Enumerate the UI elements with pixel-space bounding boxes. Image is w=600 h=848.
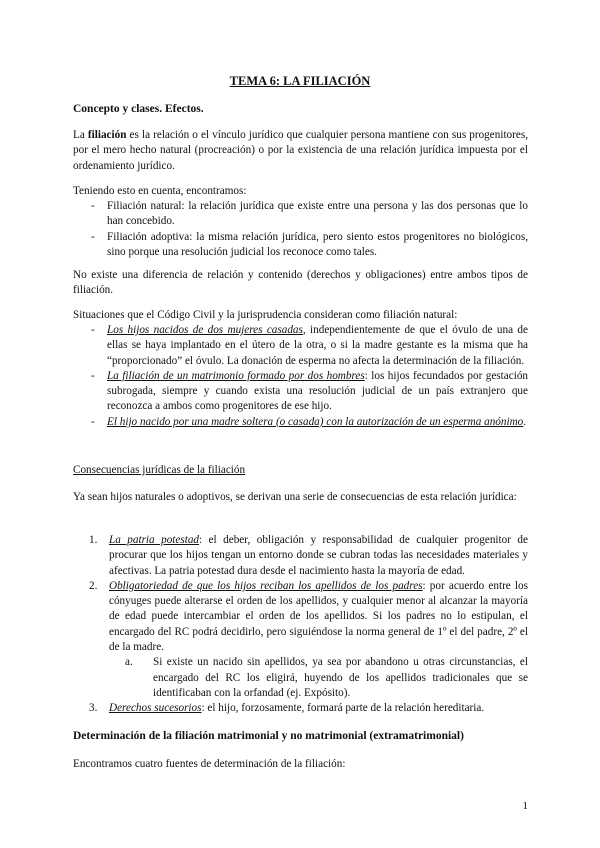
paragraph-situations-intro: Situaciones que el Código Civil y la jurisprudencia consideran como filiación natural: — [73, 309, 458, 321]
paragraph-sources-intro: Encontramos cuatro fuentes de determinación de la filiación: — [73, 758, 346, 770]
paragraph-definition — [73, 128, 528, 174]
paragraph-consequences-intro: Ya sean hijos naturales o adoptivos, se derivan una serie de consecuencias de esta relación jurídica: — [73, 491, 517, 503]
list-item — [73, 701, 528, 716]
item-text: : por acuerdo entre los cónyuges puede alterarse el orden de los apellidos, y cualquier menor al alcanzar la mayoría de edad puede intercambiar el orden de los apellidos. Si los padres no lo estipulan, el encargado del RC podrá decidirlo, pero siguiéndose la norma general de 1º el del padre, 2º el de la madre. — [109, 579, 528, 654]
situation-title: La filiación de un matrimonio formado por dos hombres — [107, 369, 365, 382]
definition-text: es la relación o el vínculo jurídico que cualquier persona mantiene con sus progenitores, por el mero hecho natural (procreación) o por la existencia de una relación jurídica impuesta por el ordenamiento jurídico. — [73, 129, 528, 172]
paragraph-intro-types: Teniendo esto en cuenta, encontramos: — [73, 185, 247, 197]
heading-concepto: Concepto y clases. Efectos. — [73, 103, 204, 115]
sub-item-mark: a. — [125, 656, 133, 669]
list-item: - Filiación natural: la relación jurídica que existe entre una persona y las dos personas que lo han concebido. — [73, 199, 528, 230]
sub-item-text: Si existe un nacido sin apellidos, ya sea por abandono u otras circunstancias, el encargado del RC los eligirá, huyendo de los apellidos tradicionales que se identificaban con la orfandad (ej. Expósito). — [153, 656, 528, 699]
document-title: TEMA 6: LA FILIACIÓN — [229, 74, 371, 88]
paragraph-no-difference: No existe una diferencia de relación y contenido (derechos y obligaciones) entre ambos tipos de filiación. — [73, 269, 528, 297]
item-text: : el hijo, forzosamente, formará parte de la relación hereditaria. — [201, 702, 485, 715]
situation-text: . — [523, 415, 527, 428]
item-number: 1. — [89, 534, 98, 546]
item-title: Derechos sucesorios — [109, 702, 202, 715]
situation-text: , independientemente de que el óvulo de una de ellas se haya implantado en el útero de la otra, o si la madre gestante es la misma que ha “proporcionado” el óvulo. La donación de esperma no afecta la determinación de la filiación. — [107, 324, 528, 367]
definition-term: filiación — [87, 129, 127, 141]
item-number: 2. — [89, 579, 98, 592]
situation-title: Los hijos nacidos de dos mujeres casadas — [107, 324, 303, 336]
item-title: La patria potestad — [109, 534, 200, 546]
heading-determinacion: Determinación de la filiación matrimonial y no matrimonial (extramatrimonial) — [73, 730, 464, 742]
list-item: - Filiación adoptiva: la misma relación jurídica, pero siento estos progenitores no biológicos, sino porque una resolución judicial los reconoce como tales. — [73, 230, 528, 261]
consequences-list — [73, 533, 528, 717]
page-number: 1 — [522, 800, 528, 812]
list-item — [73, 369, 528, 415]
item-text: : el deber, obligación y responsabilidad de cualquier progenitor de procurar que los hijos tengan un entorno donde se cubran todas las necesidades materiales y afectivas. La patria potestad dura desde el nacimiento hasta la mayoría de edad. — [109, 534, 528, 577]
item-title: Obligatoriedad de que los hijos reciban los apellidos de los padres — [109, 579, 423, 592]
situations-list — [73, 323, 528, 430]
item-number: 3. — [89, 702, 98, 715]
list-item — [73, 323, 528, 369]
heading-consecuencias: Consecuencias jurídicas de la filiación — [73, 464, 246, 476]
definition-prefix: La — [73, 129, 88, 141]
list-item — [73, 533, 528, 579]
list-item — [73, 415, 528, 430]
situation-title: El hijo nacido por una madre soltera (o casada) con la autorización de un esperma anónimo — [107, 415, 524, 428]
types-list — [73, 199, 528, 260]
sub-list-item — [109, 655, 528, 701]
situation-text: : los hijos fecundados por gestación subrogada, siempre y cuando exista una resolución judicial de un país extranjero que reconozca a ambos como progenitores de ese hijo. — [107, 369, 529, 413]
list-item — [73, 579, 528, 701]
